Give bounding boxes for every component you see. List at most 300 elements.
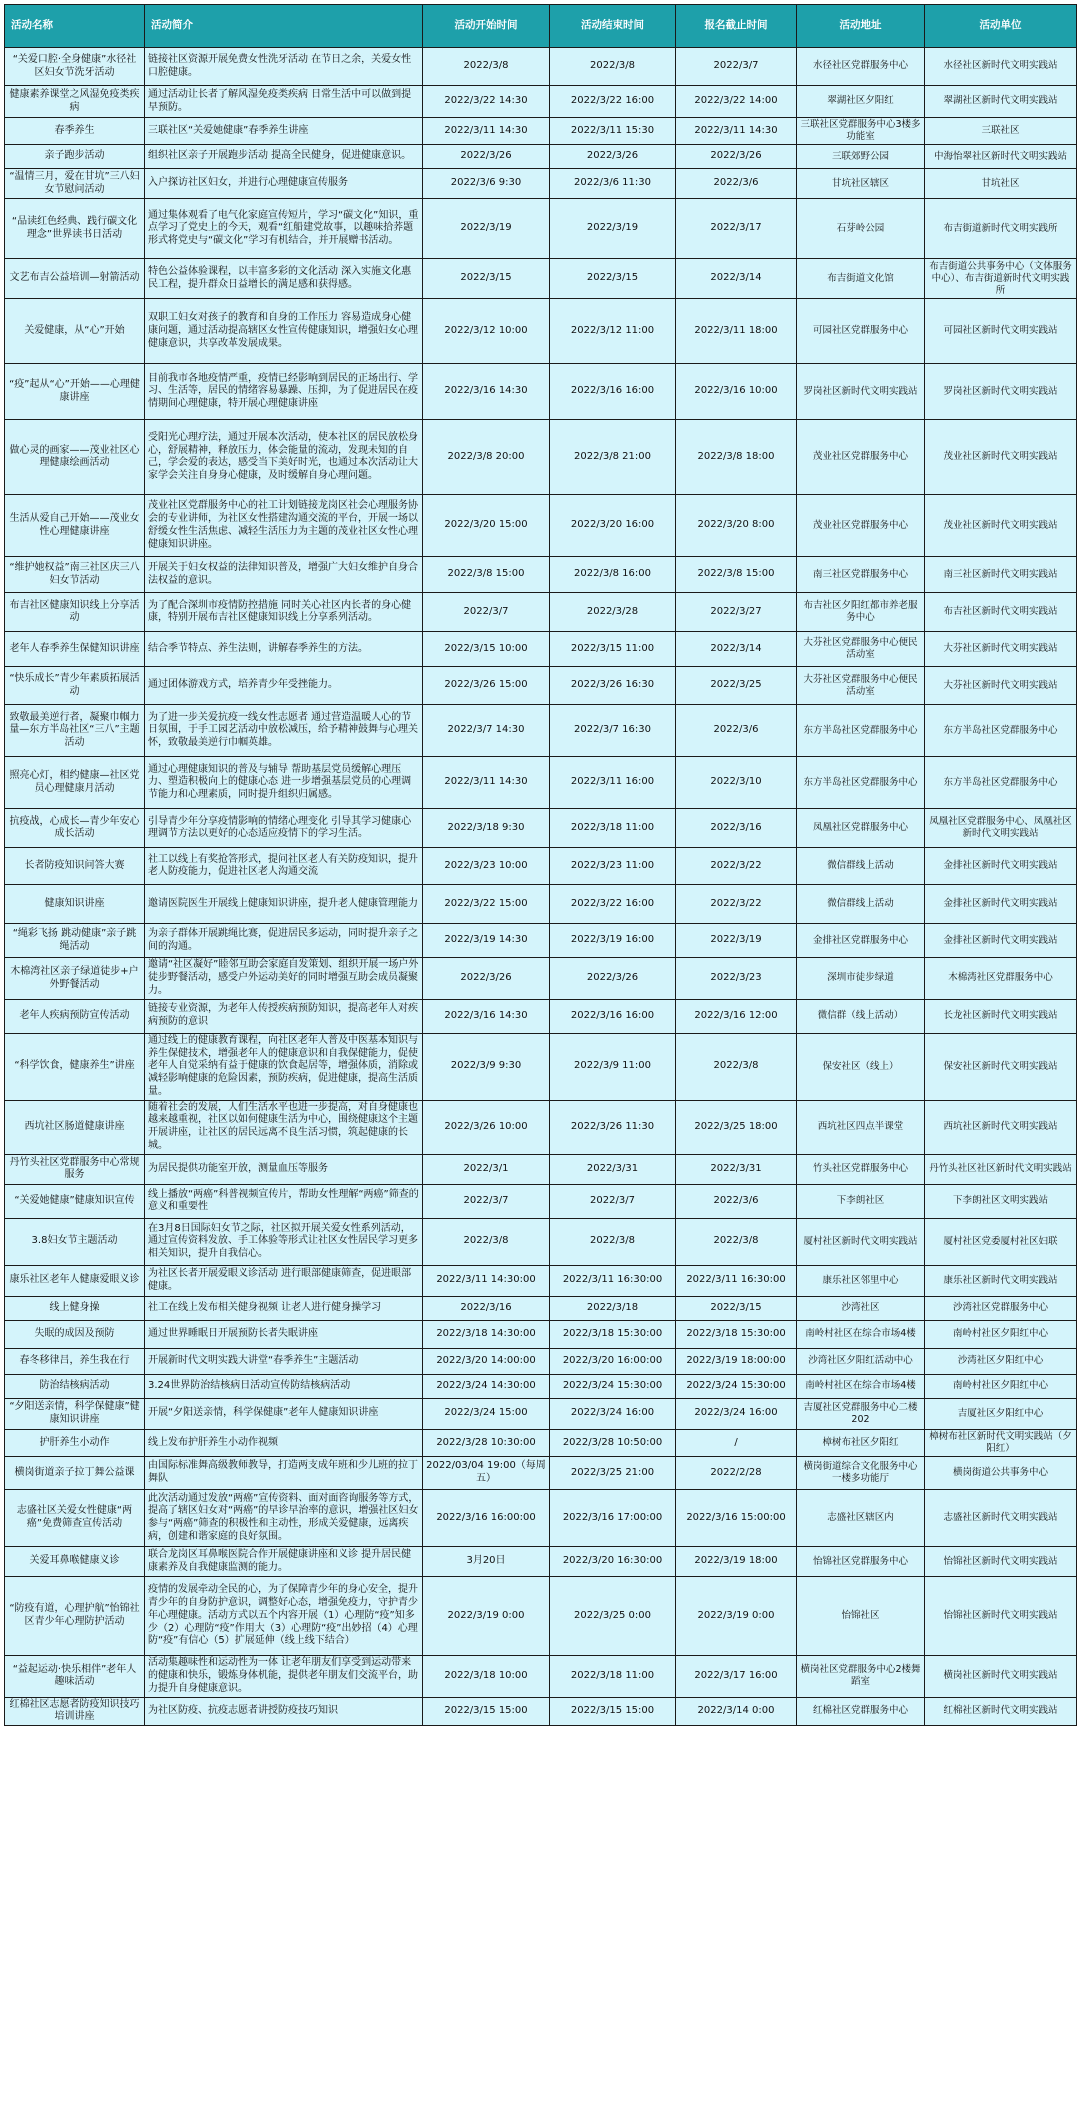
- end-time-cell: 2022/3/7 16:30: [550, 705, 676, 757]
- organizer-cell: 丹竹头社区社区新时代文明实践站: [925, 1154, 1077, 1184]
- signup-deadline-cell: 2022/3/26: [676, 145, 797, 169]
- end-time-cell: 2022/3/18: [550, 1296, 676, 1320]
- table-row: [5, 1547, 1077, 1577]
- signup-deadline-cell: 2022/3/24 16:00: [676, 1398, 797, 1429]
- signup-deadline-cell: 2022/3/17: [676, 199, 797, 259]
- end-time-cell: 2022/3/31: [550, 1154, 676, 1184]
- address-cell: 南岭村社区在综合市场4楼: [797, 1320, 925, 1348]
- table-row: [5, 1184, 1077, 1218]
- organizer-cell: 布吉街道公共事务中心（文体服务中心）、布吉街道新时代文明实践所: [925, 259, 1077, 299]
- start-time-cell: 2022/3/16: [423, 1296, 550, 1320]
- signup-deadline-cell: 2022/3/10: [676, 757, 797, 809]
- activity-name-cell: 横岗街道亲子拉丁舞公益课: [5, 1457, 145, 1490]
- activity-name-cell: “夕阳送亲情，科学保健康”健康知识讲座: [5, 1398, 145, 1429]
- activity-intro-cell: 开展“夕阳送亲情，科学保健康”老年人健康知识讲座: [145, 1398, 423, 1429]
- signup-deadline-cell: 2022/3/15: [676, 1296, 797, 1320]
- signup-deadline-cell: 2022/3/11 18:00: [676, 299, 797, 364]
- signup-deadline-cell: 2022/3/22 14:00: [676, 86, 797, 118]
- organizer-cell: 横岗街道公共事务中心: [925, 1457, 1077, 1490]
- activity-table-wrapper: [4, 4, 1076, 1726]
- activity-name-cell: 亲子跑步活动: [5, 145, 145, 169]
- start-time-cell: 2022/3/18 14:30:00: [423, 1320, 550, 1348]
- activity-intro-cell: 入户探访社区妇女，并进行心理健康宣传服务: [145, 169, 423, 199]
- address-cell: 厦村社区新时代文明实践站: [797, 1218, 925, 1265]
- start-time-cell: 2022/3/19 14:30: [423, 924, 550, 958]
- activity-intro-cell: 通过集体观看了电气化家庭宣传短片，学习“碳文化”知识，重点学习了党史上的今天，观看“红船建党故事，以趣味拾荞题形式将党史与“碳文化”学习有机结合，并开展赠书活动。: [145, 199, 423, 259]
- activity-name-cell: “温情三月，爱在甘坑”三八妇女节慰问活动: [5, 169, 145, 199]
- table-row: [5, 1296, 1077, 1320]
- activity-intro-cell: 为了进一步关爱抗疫一线女性志愿者 通过营造温暖人心的节日氛围，于手工园艺活动中放松减压，给予精神鼓舞与心理关怀，致敬最美逆行巾帼英雄。: [145, 705, 423, 757]
- end-time-cell: 2022/3/18 11:00: [550, 1656, 676, 1697]
- start-time-cell: 2022/3/16 14:30: [423, 999, 550, 1033]
- table-body: [5, 48, 1077, 1726]
- end-time-cell: 2022/3/23 11:00: [550, 848, 676, 885]
- column-header-activity-intro: 活动简介: [145, 5, 423, 48]
- end-time-cell: 2022/3/20 16:30:00: [550, 1547, 676, 1577]
- activity-intro-cell: 3.24世界防治结核病日活动宣传防结核病活动: [145, 1374, 423, 1398]
- activity-intro-cell: 联合龙岗区耳鼻喉医院合作开展健康讲座和义诊 提升居民健康素养及自我健康监测的能力。: [145, 1547, 423, 1577]
- end-time-cell: 2022/3/22 16:00: [550, 885, 676, 924]
- start-time-cell: 2022/3/26 15:00: [423, 667, 550, 705]
- table-row: [5, 593, 1077, 632]
- activity-name-cell: 老年人疾病预防宣传活动: [5, 999, 145, 1033]
- column-header-start-time: 活动开始时间: [423, 5, 550, 48]
- address-cell: 茂业社区党群服务中心: [797, 495, 925, 557]
- activity-name-cell: 3.8妇女节主题活动: [5, 1218, 145, 1265]
- signup-deadline-cell: 2022/3/16: [676, 809, 797, 848]
- signup-deadline-cell: 2022/3/19 18:00:00: [676, 1348, 797, 1374]
- address-cell: 翠湖社区夕阳红: [797, 86, 925, 118]
- address-cell: 甘坑社区辖区: [797, 169, 925, 199]
- end-time-cell: 2022/3/6 11:30: [550, 169, 676, 199]
- table-row: [5, 1398, 1077, 1429]
- end-time-cell: 2022/3/28 10:50:00: [550, 1429, 676, 1456]
- signup-deadline-cell: 2022/3/16 12:00: [676, 999, 797, 1033]
- table-row: [5, 1490, 1077, 1547]
- organizer-cell: 金排社区新时代文明实践站: [925, 885, 1077, 924]
- activity-name-cell: 线上健身操: [5, 1296, 145, 1320]
- table-row: [5, 848, 1077, 885]
- activity-intro-cell: 为居民提供功能室开放，测量血压等服务: [145, 1154, 423, 1184]
- signup-deadline-cell: 2022/3/14 0:00: [676, 1697, 797, 1726]
- activity-name-cell: 康乐社区老年人健康爱眼义诊: [5, 1265, 145, 1296]
- start-time-cell: 2022/3/7: [423, 593, 550, 632]
- table-row: [5, 1100, 1077, 1154]
- start-time-cell: 2022/3/26: [423, 958, 550, 999]
- signup-deadline-cell: 2022/3/19 0:00: [676, 1577, 797, 1656]
- signup-deadline-cell: 2022/3/8 18:00: [676, 420, 797, 495]
- address-cell: 东方半岛社区党群服务中心: [797, 705, 925, 757]
- organizer-cell: 东方半岛社区党群服务中心: [925, 705, 1077, 757]
- address-cell: 微信群线上活动: [797, 848, 925, 885]
- signup-deadline-cell: 2022/2/28: [676, 1457, 797, 1490]
- organizer-cell: 金排社区新时代文明实践站: [925, 924, 1077, 958]
- organizer-cell: 可园社区新时代文明实践站: [925, 299, 1077, 364]
- start-time-cell: 2022/3/23 10:00: [423, 848, 550, 885]
- end-time-cell: 2022/3/11 16:00: [550, 757, 676, 809]
- column-header-signup-deadline: 报名截止时间: [676, 5, 797, 48]
- address-cell: 吉厦社区党群服务中心二楼202: [797, 1398, 925, 1429]
- end-time-cell: 2022/3/15 11:00: [550, 632, 676, 667]
- signup-deadline-cell: /: [676, 1429, 797, 1456]
- activity-name-cell: 失眠的成因及预防: [5, 1320, 145, 1348]
- signup-deadline-cell: 2022/3/8: [676, 1033, 797, 1100]
- end-time-cell: 2022/3/11 16:30:00: [550, 1265, 676, 1296]
- start-time-cell: 2022/3/26 10:00: [423, 1100, 550, 1154]
- end-time-cell: 2022/3/8: [550, 1218, 676, 1265]
- table-row: [5, 145, 1077, 169]
- signup-deadline-cell: 2022/3/14: [676, 259, 797, 299]
- activity-name-cell: “关爱她健康”健康知识宣传: [5, 1184, 145, 1218]
- start-time-cell: 2022/3/12 10:00: [423, 299, 550, 364]
- activity-intro-cell: 开展关于妇女权益的法律知识普及，增强广大妇女维护自身合法权益的意识。: [145, 557, 423, 593]
- activity-intro-cell: 为亲子群体开展跳绳比赛，促进居民多运动，同时提升亲子之间的沟通。: [145, 924, 423, 958]
- start-time-cell: 2022/3/9 9:30: [423, 1033, 550, 1100]
- table-row: [5, 667, 1077, 705]
- start-time-cell: 2022/3/19 0:00: [423, 1577, 550, 1656]
- organizer-cell: 吉厦社区夕阳红中心: [925, 1398, 1077, 1429]
- end-time-cell: 2022/3/9 11:00: [550, 1033, 676, 1100]
- address-cell: 横岗社区党群服务中心2楼舞蹈室: [797, 1656, 925, 1697]
- organizer-cell: 南三社区新时代文明实践站: [925, 557, 1077, 593]
- activity-intro-cell: 结合季节特点、养生法则，讲解春季养生的方法。: [145, 632, 423, 667]
- activity-name-cell: 西坑社区肠道健康讲座: [5, 1100, 145, 1154]
- address-cell: 金排社区党群服务中心: [797, 924, 925, 958]
- table-row: [5, 1656, 1077, 1697]
- organizer-cell: 茂业社区新时代文明实践站: [925, 420, 1077, 495]
- activity-name-cell: “快乐成长”青少年素质拓展活动: [5, 667, 145, 705]
- signup-deadline-cell: 2022/3/17 16:00: [676, 1656, 797, 1697]
- signup-deadline-cell: 2022/3/24 15:30:00: [676, 1374, 797, 1398]
- activity-intro-cell: 为了配合深圳市疫情防控措施 同时关心社区内长者的身心健康，特别开展布吉社区健康知识线上分享系列活动。: [145, 593, 423, 632]
- organizer-cell: 南岭村社区夕阳红中心: [925, 1374, 1077, 1398]
- address-cell: 布吉街道文化馆: [797, 259, 925, 299]
- start-time-cell: 2022/3/15 15:00: [423, 1697, 550, 1726]
- table-row: [5, 118, 1077, 145]
- signup-deadline-cell: 2022/3/16 15:00:00: [676, 1490, 797, 1547]
- address-cell: 樟树布社区夕阳红: [797, 1429, 925, 1456]
- organizer-cell: 布吉街道新时代文明实践所: [925, 199, 1077, 259]
- end-time-cell: 2022/3/18 15:30:00: [550, 1320, 676, 1348]
- address-cell: 水径社区党群服务中心: [797, 48, 925, 86]
- organizer-cell: 保安社区新时代文明实践站: [925, 1033, 1077, 1100]
- activity-table: [4, 4, 1077, 1726]
- end-time-cell: 2022/3/12 11:00: [550, 299, 676, 364]
- organizer-cell: 下李朗社区文明实践站: [925, 1184, 1077, 1218]
- organizer-cell: 水径社区新时代文明实践站: [925, 48, 1077, 86]
- organizer-cell: 凤凰社区党群服务中心、凤凰社区新时代文明实践站: [925, 809, 1077, 848]
- column-header-activity-name: 活动名称: [5, 5, 145, 48]
- end-time-cell: 2022/3/11 15:30: [550, 118, 676, 145]
- organizer-cell: 康乐社区新时代文明实践站: [925, 1265, 1077, 1296]
- table-row: [5, 1348, 1077, 1374]
- signup-deadline-cell: 2022/3/22: [676, 848, 797, 885]
- table-row: [5, 1374, 1077, 1398]
- start-time-cell: 2022/3/16 16:00:00: [423, 1490, 550, 1547]
- organizer-cell: 中海怡翠社区新时代文明实践站: [925, 145, 1077, 169]
- activity-name-cell: “疫”起从“心”开始——心理健康讲座: [5, 364, 145, 420]
- start-time-cell: 2022/3/16 14:30: [423, 364, 550, 420]
- activity-intro-cell: 三联社区“关爱她健康”春季养生讲座: [145, 118, 423, 145]
- signup-deadline-cell: 2022/3/19 18:00: [676, 1547, 797, 1577]
- column-header-organizer: 活动单位: [925, 5, 1077, 48]
- end-time-cell: 2022/3/24 16:00: [550, 1398, 676, 1429]
- organizer-cell: 三联社区: [925, 118, 1077, 145]
- organizer-cell: 木棉湾社区党群服务中心: [925, 958, 1077, 999]
- signup-deadline-cell: 2022/3/11 16:30:00: [676, 1265, 797, 1296]
- signup-deadline-cell: 2022/3/7: [676, 48, 797, 86]
- start-time-cell: 2022/3/8 20:00: [423, 420, 550, 495]
- activity-intro-cell: 通过线上的健康教育课程，向社区老年人普及中医基本知识与养生保健技术，增强老年人的健康意识和自我保健能力，促使老年人自觉采纳有益于健康的饮食起居等，增强体质，消除或减轻影响健康的危险因素，预防疾病，促进健康，提高生活质量。: [145, 1033, 423, 1100]
- activity-intro-cell: 双职工妇女对孩子的教育和自身的工作压力 容易造成身心健康问题，通过活动提高辖区女性宣传健康知识，增强妇女心理健康意识，共享改革发展成果。: [145, 299, 423, 364]
- address-cell: 西坑社区四点半课堂: [797, 1100, 925, 1154]
- signup-deadline-cell: 2022/3/14: [676, 632, 797, 667]
- start-time-cell: 2022/3/7: [423, 1184, 550, 1218]
- address-cell: 大芬社区党群服务中心便民活动室: [797, 632, 925, 667]
- start-time-cell: 2022/3/18 9:30: [423, 809, 550, 848]
- signup-deadline-cell: 2022/3/6: [676, 1184, 797, 1218]
- address-cell: 布吉社区夕阳红都市养老服务中心: [797, 593, 925, 632]
- activity-name-cell: 志盛社区关爱女性健康“两癌”免费筛查宣传活动: [5, 1490, 145, 1547]
- table-row: [5, 1033, 1077, 1100]
- address-cell: 可园社区党群服务中心: [797, 299, 925, 364]
- signup-deadline-cell: 2022/3/18 15:30:00: [676, 1320, 797, 1348]
- start-time-cell: 2022/03/04 19:00（每周五）: [423, 1457, 550, 1490]
- organizer-cell: 横岗社区新时代文明实践站: [925, 1656, 1077, 1697]
- start-time-cell: 2022/3/6 9:30: [423, 169, 550, 199]
- end-time-cell: 2022/3/26 16:30: [550, 667, 676, 705]
- activity-name-cell: 木棉湾社区亲子绿道徒步+户外野餐活动: [5, 958, 145, 999]
- table-row: [5, 420, 1077, 495]
- activity-intro-cell: 链接专业资源，为老年人传授疾病预防知识，提高老年人对疾病预防的意识: [145, 999, 423, 1033]
- end-time-cell: 2022/3/24 15:30:00: [550, 1374, 676, 1398]
- start-time-cell: 2022/3/15 10:00: [423, 632, 550, 667]
- address-cell: 红棉社区党群服务中心: [797, 1697, 925, 1726]
- activity-name-cell: 红棉社区志愿者防疫知识技巧培训讲座: [5, 1697, 145, 1726]
- start-time-cell: 2022/3/1: [423, 1154, 550, 1184]
- activity-intro-cell: 引导青少年分享疫情影响的情绪心理变化 引导其学习健康心理调节方法以更好的心态适应疫情下的学习生活。: [145, 809, 423, 848]
- table-row: [5, 632, 1077, 667]
- activity-intro-cell: 活动集趣味性和运动性为一体 让老年朋友们享受到运动带来的健康和快乐，锻炼身体机能，提供老年朋友们交流平台，助力提升自身健康意识。: [145, 1656, 423, 1697]
- start-time-cell: 2022/3/20 15:00: [423, 495, 550, 557]
- address-cell: 竹头社区党群服务中心: [797, 1154, 925, 1184]
- address-cell: 横岗街道综合文化服务中心一楼多功能厅: [797, 1457, 925, 1490]
- table-row: [5, 1218, 1077, 1265]
- start-time-cell: 2022/3/11 14:30:00: [423, 1265, 550, 1296]
- activity-name-cell: “科学饮食，健康养生”讲座: [5, 1033, 145, 1100]
- organizer-cell: 西坑社区新时代文明实践站: [925, 1100, 1077, 1154]
- activity-name-cell: 护肝养生小动作: [5, 1429, 145, 1456]
- start-time-cell: 2022/3/24 14:30:00: [423, 1374, 550, 1398]
- organizer-cell: 金排社区新时代文明实践站: [925, 848, 1077, 885]
- address-cell: 怡锦社区: [797, 1577, 925, 1656]
- end-time-cell: 2022/3/20 16:00: [550, 495, 676, 557]
- activity-name-cell: 关爱健康，从“心”开始: [5, 299, 145, 364]
- activity-intro-cell: 茂业社区党群服务中心的社工计划链接龙岗区社会心理服务协会的专业讲师，为社区女性搭建沟通交流的平台，开展一场以舒缓女性生活焦虑、减轻生活压力为主题的茂业社区女性心理健康知识讲座。: [145, 495, 423, 557]
- activity-name-cell: “益起运动·快乐相伴”老年人趣味活动: [5, 1656, 145, 1697]
- table-row: [5, 48, 1077, 86]
- table-row: [5, 705, 1077, 757]
- address-cell: 志盛社区辖区内: [797, 1490, 925, 1547]
- address-cell: 下李朗社区: [797, 1184, 925, 1218]
- activity-name-cell: “关爱口腔·全身健康”水径社区妇女节洗牙活动: [5, 48, 145, 86]
- end-time-cell: 2022/3/26: [550, 145, 676, 169]
- organizer-cell: 志盛社区新时代文明实践站: [925, 1490, 1077, 1547]
- activity-intro-cell: 为社区防疫、抗疫志愿者讲授防疫技巧知识: [145, 1697, 423, 1726]
- address-cell: 南三社区党群服务中心: [797, 557, 925, 593]
- activity-intro-cell: 通过团体游戏方式，培养青少年受挫能力。: [145, 667, 423, 705]
- end-time-cell: 2022/3/19: [550, 199, 676, 259]
- activity-intro-cell: 受阳光心理疗法，通过开展本次活动，使本社区的居民放松身心，舒展精神，释放压力，体会能量的流动，发现未知的自己，学会爱的表达，感受当下美好时光，也通过本次活动让大家学会关注自身身心健康，及时缓解自身心理问题。: [145, 420, 423, 495]
- table-row: [5, 1154, 1077, 1184]
- organizer-cell: 大芬社区新时代文明实践站: [925, 667, 1077, 705]
- address-cell: 深圳市徒步绿道: [797, 958, 925, 999]
- organizer-cell: 红棉社区新时代文明实践站: [925, 1697, 1077, 1726]
- end-time-cell: 2022/3/15: [550, 259, 676, 299]
- start-time-cell: 2022/3/19: [423, 199, 550, 259]
- table-row: [5, 299, 1077, 364]
- activity-intro-cell: 线上发布护肝养生小动作视频: [145, 1429, 423, 1456]
- table-row: [5, 924, 1077, 958]
- signup-deadline-cell: 2022/3/23: [676, 958, 797, 999]
- column-header-address: 活动地址: [797, 5, 925, 48]
- start-time-cell: 2022/3/18 10:00: [423, 1656, 550, 1697]
- start-time-cell: 2022/3/22 14:30: [423, 86, 550, 118]
- table-row: [5, 999, 1077, 1033]
- organizer-cell: 茂业社区新时代文明实践站: [925, 495, 1077, 557]
- organizer-cell: 怡锦社区新时代文明实践站: [925, 1577, 1077, 1656]
- start-time-cell: 2022/3/11 14:30: [423, 118, 550, 145]
- table-row: [5, 757, 1077, 809]
- end-time-cell: 2022/3/28: [550, 593, 676, 632]
- table-row: [5, 1429, 1077, 1456]
- start-time-cell: 2022/3/24 15:00: [423, 1398, 550, 1429]
- organizer-cell: 东方半岛社区党群服务中心: [925, 757, 1077, 809]
- activity-intro-cell: 链接社区资源开展免费女性洗牙活动 在节日之余，关爱女性口腔健康。: [145, 48, 423, 86]
- start-time-cell: 2022/3/8: [423, 1218, 550, 1265]
- address-cell: 罗岗社区新时代文明实践站: [797, 364, 925, 420]
- address-cell: 石芽岭公园: [797, 199, 925, 259]
- activity-name-cell: 文艺布吉公益培训—射箭活动: [5, 259, 145, 299]
- signup-deadline-cell: 2022/3/8 15:00: [676, 557, 797, 593]
- end-time-cell: 2022/3/26: [550, 958, 676, 999]
- activity-name-cell: “品读红色经典、践行碳文化理念”世界读书日活动: [5, 199, 145, 259]
- activity-intro-cell: 由国际标准舞高级教师教导，打造两支成年班和少儿班的拉丁舞队: [145, 1457, 423, 1490]
- activity-name-cell: “防疫有道，心理护航”怡锦社区青少年心理防护活动: [5, 1577, 145, 1656]
- end-time-cell: 2022/3/25 21:00: [550, 1457, 676, 1490]
- activity-name-cell: 老年人春季养生保健知识讲座: [5, 632, 145, 667]
- organizer-cell: 甘坑社区: [925, 169, 1077, 199]
- address-cell: 三联郊野公园: [797, 145, 925, 169]
- activity-name-cell: 健康素养课堂之风湿免疫类疾病: [5, 86, 145, 118]
- address-cell: 三联社区党群服务中心3楼多功能室: [797, 118, 925, 145]
- address-cell: 沙湾社区: [797, 1296, 925, 1320]
- activity-name-cell: 布吉社区健康知识线上分享活动: [5, 593, 145, 632]
- signup-deadline-cell: 2022/3/6: [676, 169, 797, 199]
- table-row: [5, 364, 1077, 420]
- signup-deadline-cell: 2022/3/22: [676, 885, 797, 924]
- end-time-cell: 2022/3/8 21:00: [550, 420, 676, 495]
- activity-name-cell: 春季养生: [5, 118, 145, 145]
- start-time-cell: 2022/3/26: [423, 145, 550, 169]
- start-time-cell: 2022/3/7 14:30: [423, 705, 550, 757]
- activity-name-cell: 抗疫战，心成长—青少年安心成长活动: [5, 809, 145, 848]
- activity-name-cell: 春冬移律吕，养生我在行: [5, 1348, 145, 1374]
- end-time-cell: 2022/3/8: [550, 48, 676, 86]
- table-row: [5, 259, 1077, 299]
- table-row: [5, 885, 1077, 924]
- table-row: [5, 809, 1077, 848]
- address-cell: 凤凰社区党群服务中心: [797, 809, 925, 848]
- signup-deadline-cell: 2022/3/11 14:30: [676, 118, 797, 145]
- organizer-cell: 翠湖社区新时代文明实践站: [925, 86, 1077, 118]
- table-row: [5, 169, 1077, 199]
- organizer-cell: 罗岗社区新时代文明实践站: [925, 364, 1077, 420]
- address-cell: 微信群（线上活动）: [797, 999, 925, 1033]
- table-row: [5, 1265, 1077, 1296]
- organizer-cell: 厦村社区党委厦村社区妇联: [925, 1218, 1077, 1265]
- table-row: [5, 958, 1077, 999]
- table-row: [5, 557, 1077, 593]
- start-time-cell: 2022/3/8 15:00: [423, 557, 550, 593]
- activity-name-cell: 防治结核病活动: [5, 1374, 145, 1398]
- end-time-cell: 2022/3/19 16:00: [550, 924, 676, 958]
- table-row: [5, 1320, 1077, 1348]
- table-row: [5, 1457, 1077, 1490]
- activity-name-cell: 照亮心灯，相约健康—社区党员心理健康月活动: [5, 757, 145, 809]
- signup-deadline-cell: 2022/3/20 8:00: [676, 495, 797, 557]
- signup-deadline-cell: 2022/3/19: [676, 924, 797, 958]
- signup-deadline-cell: 2022/3/25: [676, 667, 797, 705]
- end-time-cell: 2022/3/26 11:30: [550, 1100, 676, 1154]
- signup-deadline-cell: 2022/3/16 10:00: [676, 364, 797, 420]
- start-time-cell: 2022/3/15: [423, 259, 550, 299]
- activity-name-cell: 丹竹头社区党群服务中心常规服务: [5, 1154, 145, 1184]
- signup-deadline-cell: 2022/3/25 18:00: [676, 1100, 797, 1154]
- address-cell: 怡锦社区党群服务中心: [797, 1547, 925, 1577]
- end-time-cell: 2022/3/16 16:00: [550, 364, 676, 420]
- activity-intro-cell: 疫情的发展牵动全民的心，为了保障青少年的身心安全，提升青少年的自身防护意识，调整好心态，增强免疫力，守护青少年心理健康。活动方式以五个内容开展（1）心理防“疫”知多少（2）心理防“疫”作用大（3）心理防“疫”出妙招（4）心理防“疫”有信心（5）扩展延伸（线上线下结合）: [145, 1577, 423, 1656]
- activity-name-cell: “维护她权益”南三社区庆三八妇女节活动: [5, 557, 145, 593]
- activity-name-cell: 健康知识讲座: [5, 885, 145, 924]
- end-time-cell: 2022/3/25 0:00: [550, 1577, 676, 1656]
- organizer-cell: 大芬社区新时代文明实践站: [925, 632, 1077, 667]
- organizer-cell: 怡锦社区新时代文明实践站: [925, 1547, 1077, 1577]
- end-time-cell: 2022/3/7: [550, 1184, 676, 1218]
- organizer-cell: 布吉社区新时代文明实践站: [925, 593, 1077, 632]
- activity-name-cell: 做心灵的画家——茂业社区心理健康绘画活动: [5, 420, 145, 495]
- activity-intro-cell: 社工在线上发布相关健身视频 让老人进行健身操学习: [145, 1296, 423, 1320]
- table-row: [5, 1577, 1077, 1656]
- column-header-end-time: 活动结束时间: [550, 5, 676, 48]
- start-time-cell: 2022/3/8: [423, 48, 550, 86]
- address-cell: 保安社区（线上）: [797, 1033, 925, 1100]
- end-time-cell: 2022/3/20 16:00:00: [550, 1348, 676, 1374]
- end-time-cell: 2022/3/15 15:00: [550, 1697, 676, 1726]
- end-time-cell: 2022/3/18 11:00: [550, 809, 676, 848]
- address-cell: 茂业社区党群服务中心: [797, 420, 925, 495]
- table-row: [5, 495, 1077, 557]
- address-cell: 南岭村社区在综合市场4楼: [797, 1374, 925, 1398]
- table-row: [5, 86, 1077, 118]
- activity-intro-cell: 通过心理健康知识的普及与辅导 帮助基层党员缓解心理压力、塑造积极向上的健康心态 进一步增强基层党员的心理调节能力和心理素质，同时提升组织归属感。: [145, 757, 423, 809]
- activity-intro-cell: 目前我市各地疫情严重，疫情已经影响到居民的正场出行、学习、生活等，居民的情绪容易暴躁、压抑，为了促进居民在疫情期间心理健康，特开展心理健康讲座: [145, 364, 423, 420]
- organizer-cell: 樟树布社区新时代文明实践站（夕阳红）: [925, 1429, 1077, 1456]
- activity-intro-cell: 在3月8日国际妇女节之际，社区拟开展关爱女性系列活动，通过宣传资料发放、手工体验等形式让社区女性居民学习更多相关知识，提升自我信心。: [145, 1218, 423, 1265]
- activity-intro-cell: 此次活动通过发放“两癌”宣传资料、面对面咨询服务等方式，提高了辖区妇女对“两癌”的早诊早治率的意识，增强社区妇女参与“两癌”筛查的积极性和主动性，形成关爱健康，远离疾病，创建和谐家庭的良好氛围。: [145, 1490, 423, 1547]
- activity-intro-cell: 邀请医院医生开展线上健康知识讲座，提升老人健康管理能力: [145, 885, 423, 924]
- activity-intro-cell: 开展新时代文明实践大讲堂“春季养生”主题活动: [145, 1348, 423, 1374]
